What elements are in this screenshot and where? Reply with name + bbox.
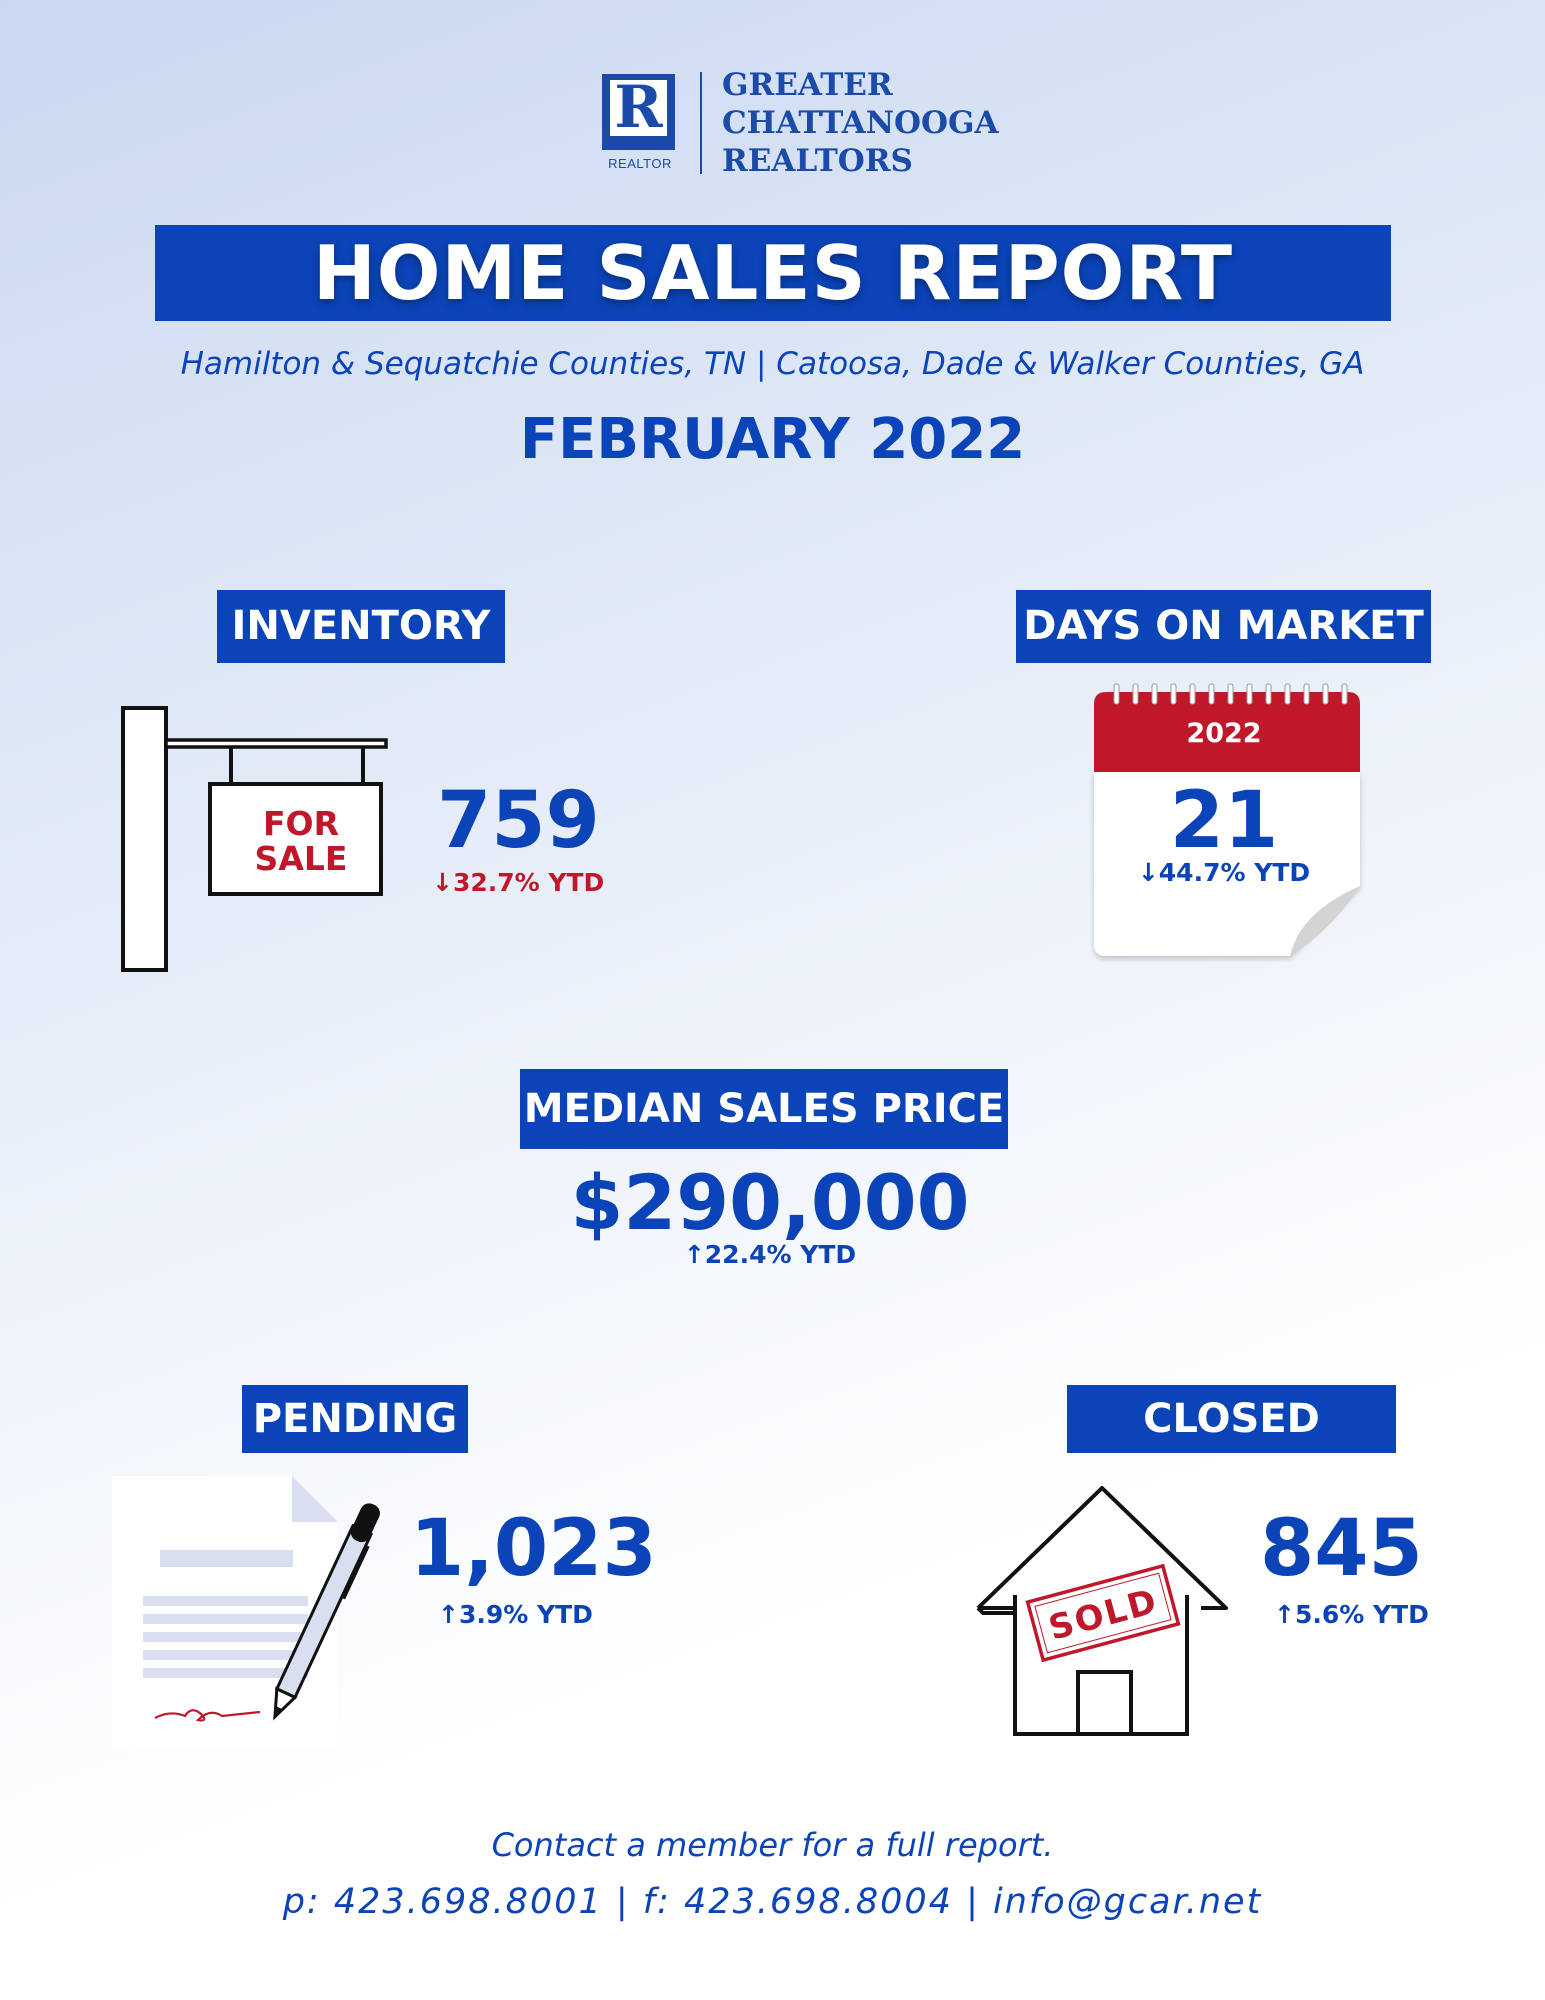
days-on-market-label: DAYS ON MARKET: [1016, 590, 1431, 663]
days-on-market-ytd: ↓44.7% YTD: [1137, 858, 1311, 887]
page-title: HOME SALES REPORT: [313, 229, 1233, 317]
report-month: FEBRUARY 2022: [519, 407, 1026, 472]
days-on-market-value: 21: [1169, 776, 1279, 866]
pending-ytd: ↑3.9% YTD: [438, 1600, 593, 1629]
median-sales-price-ytd: ↑22.4% YTD: [683, 1240, 857, 1269]
organization-name: [722, 66, 999, 180]
for-sale-sign-icon: [115, 700, 395, 980]
sold-stamp: SOLD: [1044, 1581, 1163, 1649]
sign-text-sale: SALE: [254, 839, 348, 878]
closed-sales-value: 845: [1260, 1504, 1423, 1594]
inventory-value: 759: [437, 776, 600, 866]
org-name-line-3: REALTORS: [722, 143, 913, 179]
inventory-ytd: ↓32.7% YTD: [432, 868, 605, 897]
org-name-line-2: CHATTANOOGA: [722, 105, 999, 141]
realtor-logo-mark: [602, 74, 675, 150]
region-subtitle: Hamilton & Sequatchie Counties, TN | Catoosa, Dade & Walker Counties, GA: [180, 346, 1365, 382]
logo-caption: REALTOR: [608, 156, 672, 171]
org-name-line-1: GREATER: [722, 67, 893, 103]
closed-sales-label: CLOSED SALES: [1067, 1385, 1396, 1453]
contact-details[interactable]: p: 423.698.8001 | f: 423.698.8004 | info@gcar.net: [282, 1882, 1263, 1922]
logo-divider: [700, 72, 702, 174]
median-sales-price-value: $290,000: [570, 1158, 970, 1247]
inventory-label: INVENTORY: [217, 590, 505, 663]
calendar-year: 2022: [1186, 718, 1262, 749]
closed-sales-ytd: ↑5.6% YTD: [1274, 1600, 1429, 1629]
median-sales-price-label: MEDIAN SALES PRICE: [520, 1069, 1008, 1149]
pending-label: PENDING: [242, 1385, 468, 1453]
sold-house-icon: [975, 1480, 1230, 1740]
sign-text-for: FOR: [262, 804, 340, 843]
document-pen-icon: [110, 1470, 395, 1750]
contact-line: Contact a member for a full report.: [491, 1826, 1054, 1864]
logo-letter: R: [614, 73, 663, 141]
pending-value: 1,023: [410, 1504, 657, 1594]
